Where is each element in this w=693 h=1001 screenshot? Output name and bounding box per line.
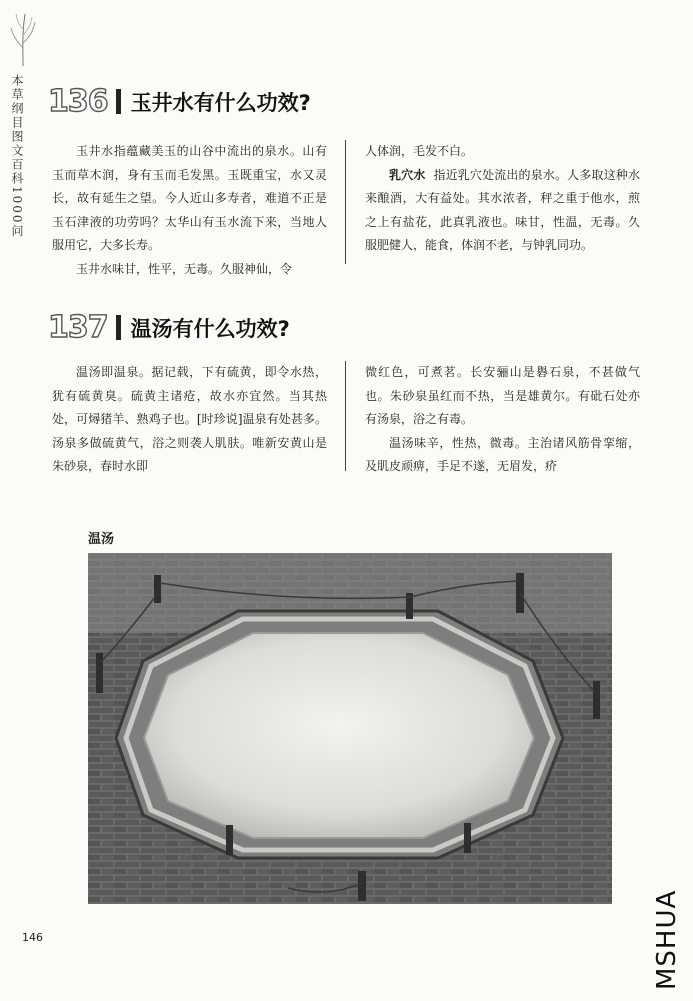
watermark: MSHUA [652, 889, 682, 990]
sidebar-ornament [0, 0, 44, 300]
paragraph: 玉井水指蕴藏美玉的山谷中流出的泉水。山有玉而草木润，身有玉而毛发黑。玉既重宝，水又灵长，故有延生之望。今人近山多寿者，难道不正是玉石津液的功劳吗？太华山有玉水流下来，当地人服用它，大多长寿。 [52, 144, 327, 252]
book-title-vertical: 本草纲目图文百科1000问 [10, 74, 24, 239]
term-label: 乳穴水 [389, 167, 426, 182]
column-divider [345, 361, 346, 471]
paragraph: 玉井水味甘，性平，无毒。久服神仙，令 [76, 261, 293, 276]
hot-spring-pool-photo [88, 553, 612, 904]
plant-sprig-icon [7, 8, 39, 68]
section-137-header [48, 310, 290, 345]
column-divider [345, 140, 346, 264]
section-136-title: 玉井水有什么功效? [130, 90, 311, 115]
section-137-right-column [365, 361, 640, 479]
paragraph: 人体润，毛发不白。 [365, 144, 474, 158]
term-description: 指近乳穴处流出的泉水。人多取这种水来酿酒，大有益处。其水浓者，秤之重于他水，煎之上有盐花，此真乳液也。味甘，性温，无毒。久服肥健人，能食，体润不老，与钟乳同功。 [365, 167, 640, 252]
section-136-number: 136 [48, 84, 108, 119]
page-number: 146 [22, 931, 43, 944]
paragraph: 微红色，可煮茗。长安骊山是礜石泉，不甚做气也。朱砂泉虽红而不热，当是雄黄尔。有砒石处亦有汤泉，浴之有毒。 [365, 365, 640, 426]
figure-caption: 温汤 [88, 532, 115, 547]
section-136-header [48, 84, 311, 119]
section-137-left-column [52, 361, 327, 479]
section-137-number: 137 [48, 310, 108, 345]
title-bar [116, 315, 121, 340]
section-136-right-column [365, 140, 640, 258]
paragraph [365, 164, 640, 258]
paragraph: 温汤即温泉。据记载，下有硫黄，即令水热，犹有硫黄臭。硫黄主诸疮，故水亦宜然。当其热处，可燖猪羊、熟鸡子也。[时珍说]温泉有处甚多。汤泉多做硫黄气，浴之则袭人肌肤。唯新安黄山是朱砂泉，春时水即 [52, 365, 327, 473]
section-137-title: 温汤有什么功效? [130, 316, 290, 341]
title-bar [116, 89, 121, 114]
section-136-left-column [52, 140, 327, 281]
paragraph: 温汤味辛，性热，微毒。主治诸风筋骨挛缩，及肌皮顽痹，手足不遂，无眉发，疥 [365, 435, 640, 473]
